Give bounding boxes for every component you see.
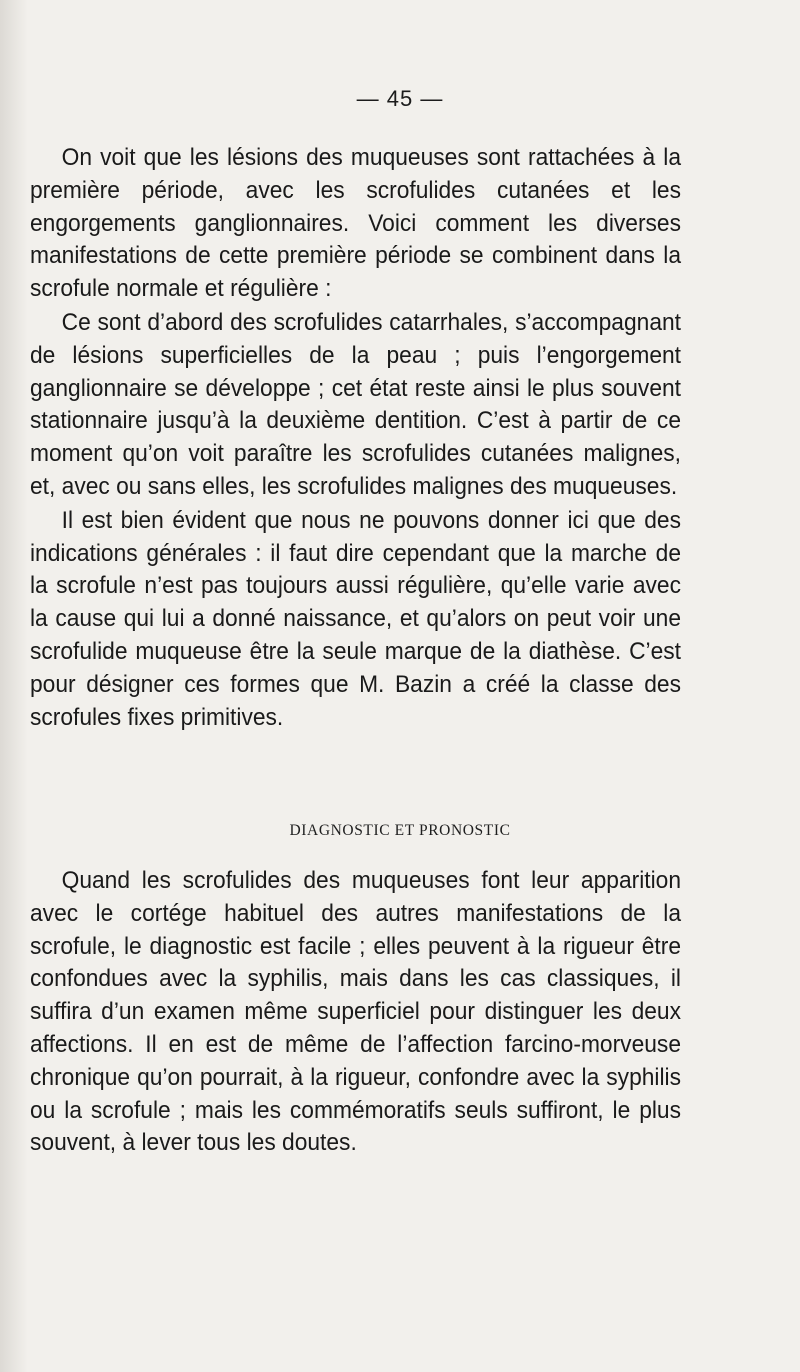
section-heading: DIAGNOSTIC ET PRONOSTIC: [289, 822, 511, 839]
page-number: — 45 —: [356, 86, 444, 111]
paragraph: Quand les scrofulides des muqueuses font leur apparition avec le cortége habituel des autres manifestations de la scrofule, le diagnostic est facile ; elles peuvent à la rigueur être confondues avec la syphilis, mais dans les cas classiques, il suffira d’un examen même superficiel pour distinguer les deux affections. Il en est de même de l’affection farcino-morveuse chronique qu’on pourrait, à la rigueur, confondre avec la syphilis ou la scrofule ; mais les commémoratifs seuls suffiront, le plus souvent, à lever tous les doutes.: [30, 867, 682, 1157]
paragraph: Ce sont d’abord des scrofulides catarrhales, s’accompagnant de lésions superficielles de la peau ; puis l’engorgement ganglionnaire se développe ; cet état reste ainsi le plus souvent stationnaire jusqu’à la deuxième dentition. C’est à partir de ce moment qu’on voit paraître les scrofulides cutanées malignes, et, avec ou sans elles, les scrofulides malignes des muqueuses.: [30, 308, 682, 500]
paragraph: On voit que les lésions des muqueuses sont rattachées à la première période, avec les scrofulides cutanées et les engorgements ganglionnaires. Voici comment les diverses manifestations de cette première période se combinent dans la scrofule normale et régulière :: [30, 144, 682, 303]
section-text: [30, 865, 681, 1160]
body-text: [30, 142, 681, 734]
paragraph: Il est bien évident que nous ne pouvons donner ici que des indications générales : il faut dire cependant que la marche de la scrofule n’est pas toujours aussi régulière, qu’elle varie avec la cause qui lui a donné naissance, et qu’alors on peut voir une scrofulide muqueuse être la seule marque de la diathèse. C’est pour désigner ces formes que M. Bazin a créé la classe des scrofules fixes primitives.: [30, 506, 682, 731]
